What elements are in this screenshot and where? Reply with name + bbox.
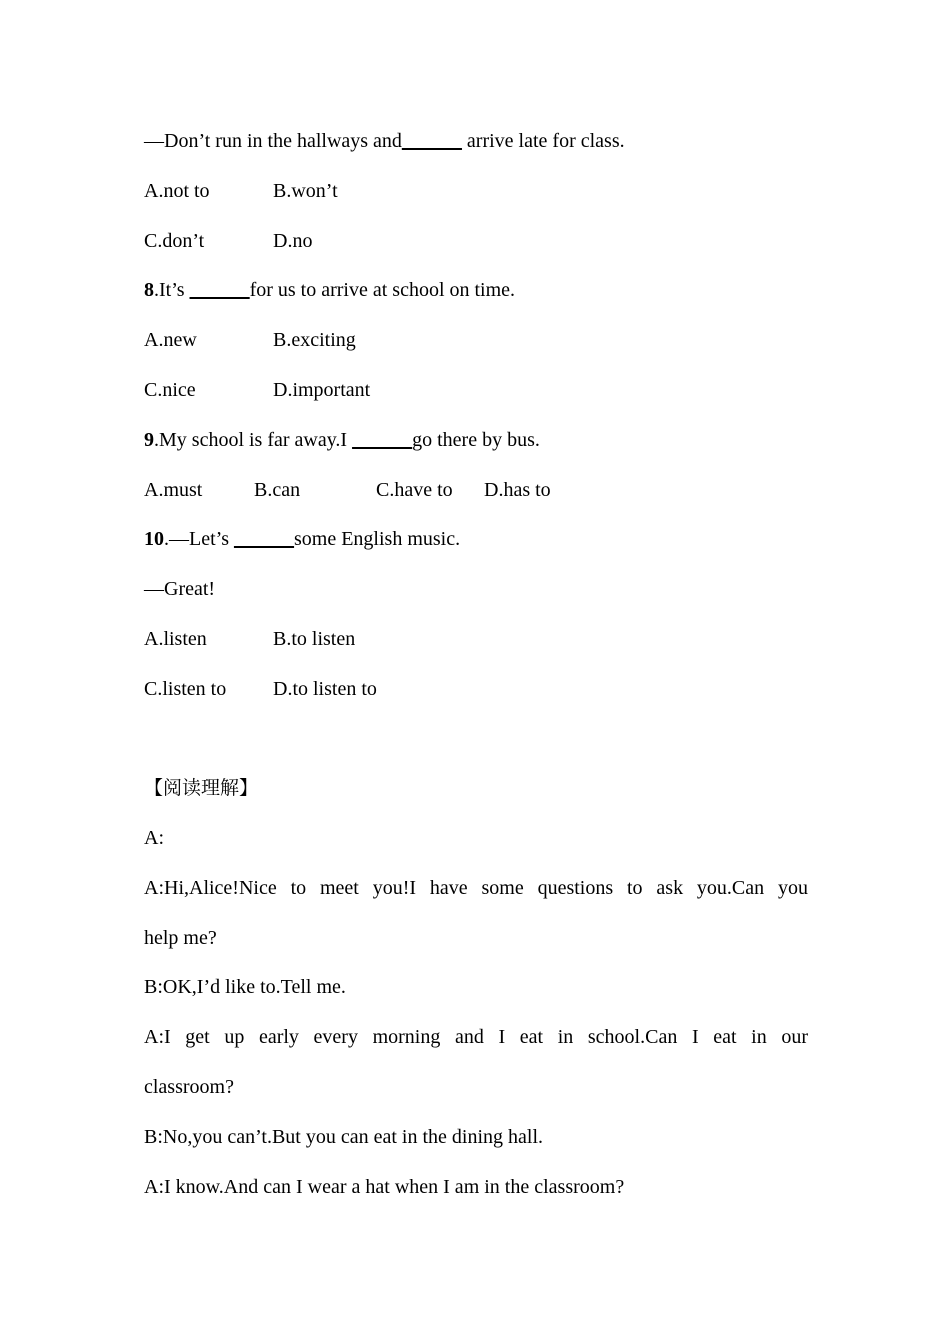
question-10-blank: ______ [234, 528, 294, 550]
dialogue-line: help me? [144, 927, 217, 949]
question-8-number: 8 [144, 279, 154, 301]
dialogue-line: A:I know.And can I wear a hat when I am in the classroom? [144, 1176, 625, 1198]
dialogue-line: A:Hi,Alice!Nice to meet you!I have some questions to ask you.Can you [144, 877, 808, 899]
question-7-stem-suffix: arrive late for class. [461, 130, 625, 152]
question-8-blank: ______ [189, 279, 250, 301]
question-10-stem [144, 527, 460, 551]
question-7-option-b: B.won’t [273, 180, 338, 202]
question-10-option-c: C.listen to [144, 678, 227, 700]
question-9-number: 9 [144, 429, 154, 451]
reading-section-title: 【阅读理解】 [144, 777, 259, 799]
question-8-option-d: D.important [273, 379, 371, 401]
question-7-stem [144, 129, 625, 153]
dialogue-line: B:OK,I’d like to.Tell me. [144, 976, 346, 998]
question-8-option-a: A.new [144, 329, 197, 351]
dialogue-line: A:I get up early every morning and I eat in school.Can I eat in our [144, 1026, 808, 1048]
question-9-stem-prefix: .My school is far away.I [154, 429, 353, 451]
dialogue-line: classroom? [144, 1076, 234, 1098]
question-8-stem [144, 278, 515, 302]
question-7-stem-prefix: —Don’t run in the hallways and [144, 130, 402, 152]
question-10-reply: —Great! [144, 578, 216, 600]
question-10-option-b: B.to listen [273, 628, 356, 650]
question-9-stem [144, 428, 540, 452]
question-7-option-a: A.not to [144, 180, 210, 202]
reading-passage-label: A: [144, 827, 164, 849]
question-10-stem-prefix: .—Let’s [164, 528, 234, 550]
question-7-option-d: D.no [273, 230, 313, 252]
dialogue-line: B:No,you can’t.But you can eat in the dining hall. [144, 1126, 544, 1148]
question-7-blank: ______ [401, 130, 462, 152]
question-7-option-c: C.don’t [144, 230, 205, 252]
question-9-stem-suffix: go there by bus. [412, 429, 540, 451]
question-9-option-c: C.have to [376, 479, 453, 501]
question-10-option-a: A.listen [144, 628, 207, 650]
question-8-stem-prefix: .It’s [154, 279, 190, 301]
question-9-option-d: D.has to [484, 479, 551, 501]
question-8-option-b: B.exciting [273, 329, 356, 351]
question-10-stem-suffix: some English music. [294, 528, 461, 550]
question-8-stem-suffix: for us to arrive at school on time. [249, 279, 516, 301]
question-9-blank: ______ [352, 429, 413, 451]
question-8-option-c: C.nice [144, 379, 196, 401]
question-10-number: 10 [144, 528, 164, 550]
question-9-option-b: B.can [254, 479, 301, 501]
question-10-option-d: D.to listen to [273, 678, 377, 700]
question-9-option-a: A.must [144, 479, 203, 501]
